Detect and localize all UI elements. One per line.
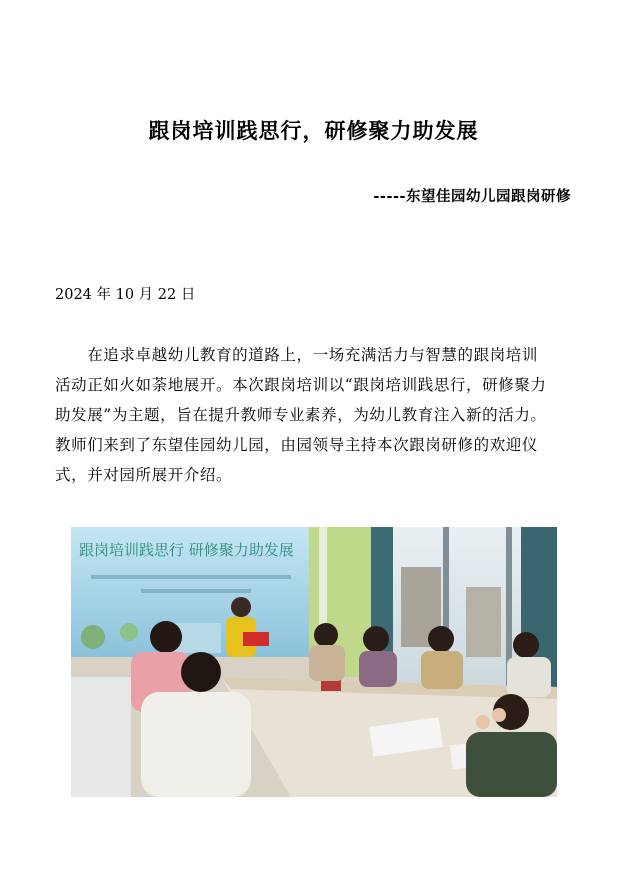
paragraph-line: 教师们来到了东望佳园幼儿园，由园领导主持本次跟岗研修的欢迎仪 — [55, 436, 539, 454]
meeting-photo — [71, 527, 557, 797]
paragraph-line: 助发展”为主题，旨在提升教师专业素养，为幼儿教育注入新的活力。 — [55, 406, 547, 424]
page-title: 跟岗培训践思行，研修聚力助发展 — [148, 119, 479, 143]
paragraph-line: 活动正如火如荼地展开。本次跟岗培训以“跟岗培训践思行，研修聚力 — [55, 376, 547, 394]
screen-title: 跟岗培训践思行 研修聚力助发展 — [79, 541, 294, 559]
body-paragraph — [55, 340, 575, 490]
publish-date: 2024 年 10 月 22 日 — [55, 287, 196, 303]
paragraph-line: 在追求卓越幼儿教育的道路上，一场充满活力与智慧的跟岗培训 — [55, 346, 539, 364]
page-subtitle: -----东望佳园幼儿园跟岗研修 — [373, 189, 571, 205]
paragraph-line: 式，并对园所展开介绍。 — [55, 466, 233, 484]
